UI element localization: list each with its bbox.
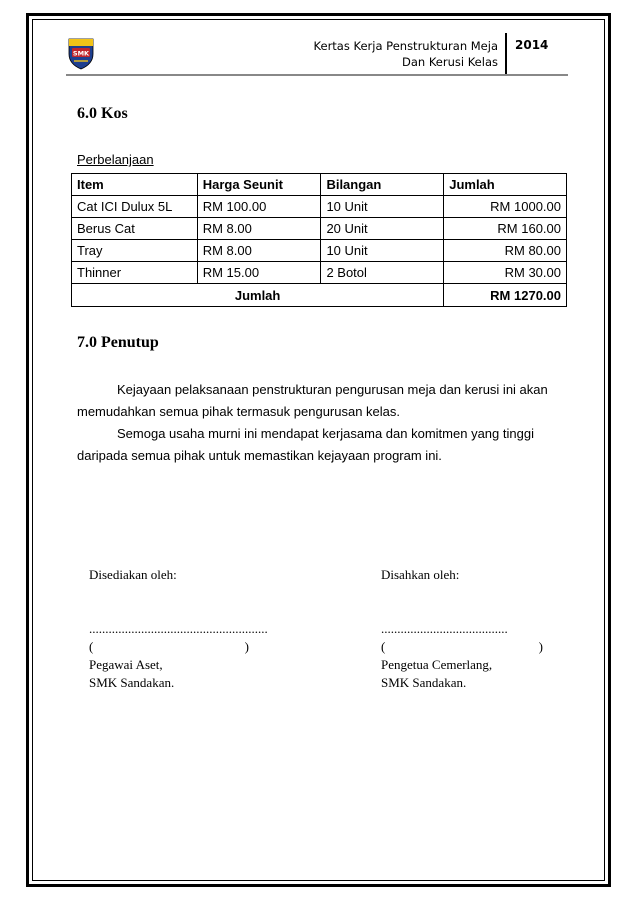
- table-cell-quantity: 10 Unit: [321, 240, 444, 262]
- bracket-close: ): [244, 639, 249, 654]
- table-header-item: Item: [72, 174, 198, 196]
- table-cell-unit-price: RM 8.00: [197, 240, 321, 262]
- table-cell-item: Thinner: [72, 262, 198, 284]
- signature-role-approved: Pengetua Cemerlang,: [381, 657, 493, 672]
- signature-label-prepared: Disediakan oleh:: [89, 567, 177, 582]
- table-total-label: Jumlah: [72, 284, 444, 307]
- school-logo-icon: [66, 36, 96, 70]
- table-cell-quantity: 2 Botol: [321, 262, 444, 284]
- logo-text: SMK: [72, 49, 90, 58]
- table-cell-total: RM 160.00: [444, 218, 567, 240]
- signature-line-prepared: .......................................................: [89, 621, 268, 636]
- table-header-quantity: Bilangan: [321, 174, 444, 196]
- closing-paragraphs: [77, 379, 561, 467]
- document-title-line-1: Kertas Kerja Penstrukturan Meja: [313, 39, 498, 53]
- table-header-row: [72, 174, 567, 196]
- table-total-row: [72, 284, 567, 307]
- signature-line-approved: .......................................: [381, 621, 508, 636]
- signature-name-brackets-approved: [381, 638, 543, 656]
- closing-paragraph-1-line-2: memudahkan semua pihak termasuk pengurusan kelas.: [77, 404, 401, 419]
- signature-name-brackets-prepared: [89, 638, 249, 656]
- table-cell-total: RM 30.00: [444, 262, 567, 284]
- signature-block-prepared: [89, 566, 268, 692]
- bracket-open: (: [89, 639, 94, 654]
- signature-label-approved: Disahkan oleh:: [381, 567, 460, 582]
- table-cell-item: Cat ICI Dulux 5L: [72, 196, 198, 218]
- table-cell-unit-price: RM 15.00: [197, 262, 321, 284]
- document-title: [314, 38, 498, 70]
- table-cell-item: Berus Cat: [72, 218, 198, 240]
- table-row: [72, 240, 567, 262]
- signature-org-approved: SMK Sandakan.: [381, 675, 467, 690]
- section-heading-closing: 7.0 Penutup: [77, 334, 159, 351]
- table-cell-quantity: 10 Unit: [321, 196, 444, 218]
- table-row: [72, 262, 567, 284]
- table-cell-item: Tray: [72, 240, 198, 262]
- signature-block-approved: [381, 566, 543, 692]
- bracket-open: (: [381, 639, 386, 654]
- subheading-expenditure: Perbelanjaan: [77, 152, 154, 167]
- table-cell-total: RM 1000.00: [444, 196, 567, 218]
- section-heading-cost: 6.0 Kos: [77, 105, 128, 122]
- table-cell-total: RM 80.00: [444, 240, 567, 262]
- header-divider: [505, 33, 507, 75]
- table-cell-unit-price: RM 8.00: [197, 218, 321, 240]
- signature-org-prepared: SMK Sandakan.: [89, 675, 175, 690]
- table-cell-unit-price: RM 100.00: [197, 196, 321, 218]
- table-total-value: RM 1270.00: [444, 284, 567, 307]
- table-row: [72, 196, 567, 218]
- cost-table: [71, 173, 567, 307]
- bracket-close: ): [538, 639, 543, 654]
- header-rule: [66, 74, 568, 76]
- closing-paragraph-1-line-1: Kejayaan pelaksanaan penstrukturan pengurusan meja dan kerusi ini akan: [117, 382, 548, 397]
- table-cell-quantity: 20 Unit: [321, 218, 444, 240]
- table-header-unit-price: Harga Seunit: [197, 174, 321, 196]
- document-title-line-2: Dan Kerusi Kelas: [401, 55, 498, 69]
- table-row: [72, 218, 567, 240]
- closing-paragraph-2-line-2: daripada semua pihak untuk memastikan kejayaan program ini.: [77, 448, 442, 463]
- table-header-total: Jumlah: [444, 174, 567, 196]
- closing-paragraph-2-line-1: Semoga usaha murni ini mendapat kerjasama dan komitmen yang tinggi: [117, 426, 534, 441]
- document-year: 2014: [515, 38, 549, 52]
- signature-role-prepared: Pegawai Aset,: [89, 657, 163, 672]
